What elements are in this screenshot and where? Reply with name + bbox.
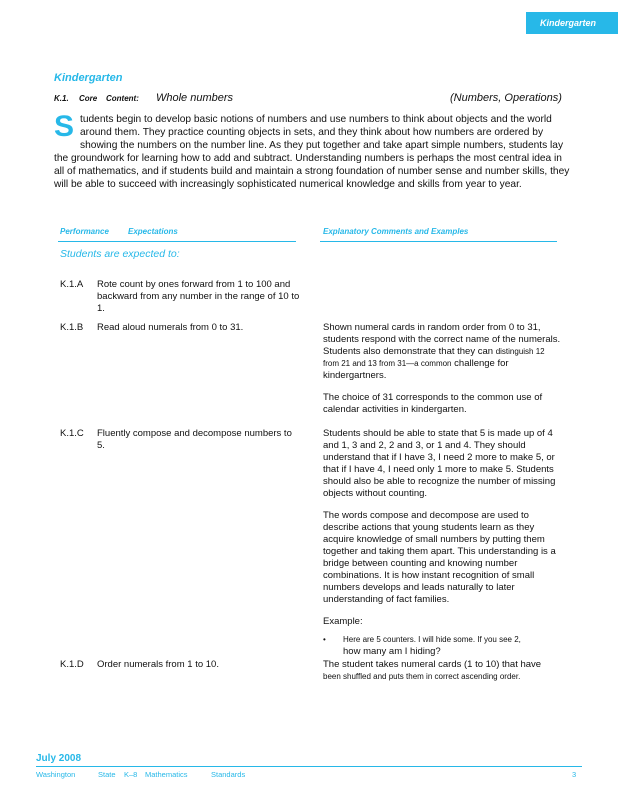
comment-text: been shuffled and puts them in correct ascending order. <box>323 672 521 681</box>
footer-item: Washington <box>36 770 76 779</box>
row-code: K.1.D <box>60 659 84 670</box>
row-comments <box>323 659 561 683</box>
example-text-end: how many am I hiding? <box>343 646 441 657</box>
core-label: Core <box>79 94 98 103</box>
row-comments <box>323 322 561 426</box>
intro-text: tudents begin to develop basic notions of numbers and use numbers to think about objects and the world around them. They practice counting objects in sets, and they think about how numbers are ordered by showing the numbers on the number line. As they put together and take apart simple numbers, students lay the groundwork for learning how to add and subtract. Understanding numbers is perhaps the most central idea in all of mathematics, and if students build and maintain a strong foundation of number sense and number skills, they will be able to succeed with increasingly sophisticated numerical knowledge and skills from year to year. <box>54 114 570 190</box>
comment-text: The student takes numeral cards (1 to 10) that have <box>323 659 542 670</box>
row-code: K.1.A <box>60 279 84 290</box>
row-expectation: Read aloud numerals from 0 to 31. <box>97 322 244 333</box>
footer-item: K–8 <box>124 770 138 779</box>
intro-paragraph <box>54 110 574 191</box>
section-title: Kindergarten <box>54 72 123 84</box>
comment-text: challenge for kindergartners. <box>323 358 509 381</box>
comment-paragraph: The words compose and decompose are used to describe actions that young students learn as they acquire knowledge of small numbers by putting them together and taking them apart. This understanding is a bridge between counting and knowing number combinations. It is how instant recognition of small numbers develops and leads naturally to later understanding of fact families. <box>323 510 556 605</box>
row-expectation: Fluently compose and decompose numbers to 5. <box>97 428 292 451</box>
standard-code: K.1. <box>54 94 69 103</box>
bullet-icon: • <box>323 635 326 644</box>
drop-cap: S <box>54 110 75 143</box>
comment-text: distinguish 12 from 21 and 13 from 31—a common <box>323 347 545 368</box>
perf-header-1: Performance <box>60 227 109 236</box>
expected-label: Students are expected to: <box>60 248 180 260</box>
content-label: Content: <box>106 94 139 103</box>
page-number: 3 <box>572 770 577 779</box>
strands: (Numbers, Operations) <box>450 92 562 104</box>
comment-paragraph: The choice of 31 corresponds to the common use of calendar activities in kindergarten. <box>323 392 543 415</box>
example-label: Example: <box>323 616 363 627</box>
footer-date: July 2008 <box>36 753 82 764</box>
expl-header: Explanatory Comments and Examples <box>323 227 469 236</box>
example-text <box>343 634 521 658</box>
row-expectation: Order numerals from 1 to 10. <box>97 659 219 670</box>
row-comments <box>323 428 561 658</box>
row-code: K.1.B <box>60 322 84 333</box>
perf-header-2: Expectations <box>128 227 178 236</box>
comment-text: Shown numeral cards in random order from 0 to 31, students respond with the correct name of the numerals. Students also demonstrate that they can <box>323 322 561 357</box>
footer-item: Standards <box>211 770 246 779</box>
example-item <box>323 634 561 658</box>
row-code: K.1.C <box>60 428 84 439</box>
chapter-tab: Kindergarten <box>526 12 618 34</box>
example-text-small: Here are 5 counters. I will hide some. If you see 2, <box>343 635 521 644</box>
perf-header-rule <box>58 241 296 242</box>
content-value: Whole numbers <box>156 92 234 104</box>
row-expectation: Rote count by ones forward from 1 to 100 and backward from any number in the range of 10 to 1. <box>97 279 300 314</box>
expl-header-rule <box>320 241 557 242</box>
comment-paragraph: Students should be able to state that 5 is made up of 4 and 1, 3 and 2, 2 and 3, or 1 and 4. They should understand that if I have 3, I need 2 more to make 5, or that if I have 4, I need only 1 more to make 5. Students should also be able to recognize the number of missing objects without counting. <box>323 428 556 499</box>
footer-item: State <box>98 770 116 779</box>
footer-item: Mathematics <box>145 770 188 779</box>
comment-paragraph <box>323 322 561 382</box>
footer-rule <box>36 766 582 767</box>
